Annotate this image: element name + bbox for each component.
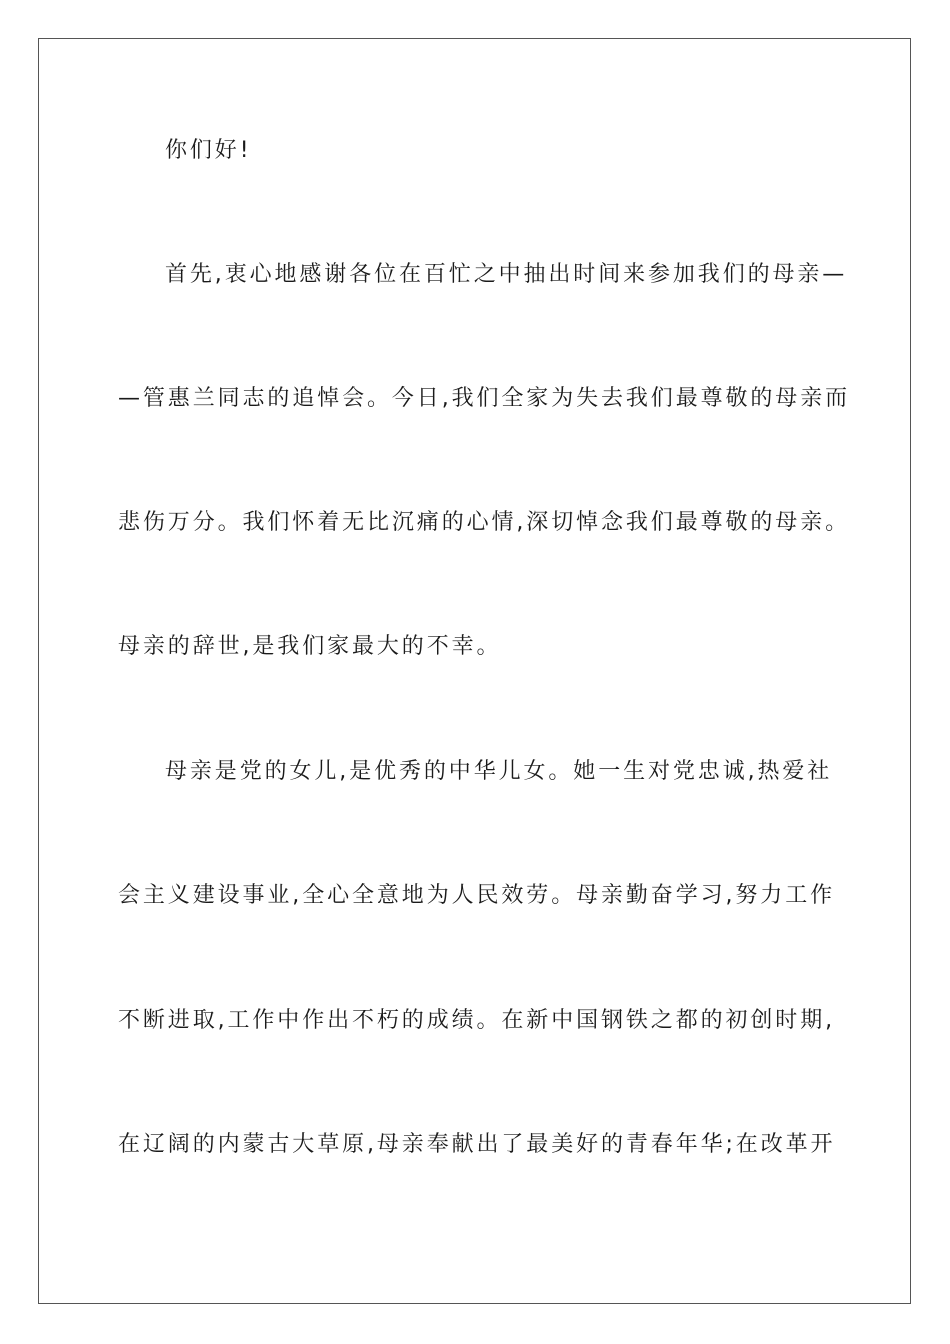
page-frame xyxy=(38,38,911,1304)
body-line: 首先,衷心地感谢各位在百忙之中抽出时间来参加我们的母亲— xyxy=(165,262,848,287)
body-line: 在辽阔的内蒙古大草原,母亲奉献出了最美好的青春年华;在改革开 xyxy=(118,1132,836,1157)
body-line: 不断进取,工作中作出不朽的成绩。在新中国钢铁之都的初创时期, xyxy=(118,1008,835,1033)
body-line: 会主义建设事业,全心全意地为人民效劳。母亲勤奋学习,努力工作 xyxy=(118,883,835,908)
body-line: 悲伤万分。我们怀着无比沉痛的心情,深切悼念我们最尊敬的母亲。 xyxy=(118,510,850,535)
greeting-line: 你们好! xyxy=(165,138,252,163)
body-line: 母亲是党的女儿,是优秀的中华儿女。她一生对党忠诚,热爱社 xyxy=(165,759,833,784)
body-line: —管惠兰同志的追悼会。今日,我们全家为失去我们最尊敬的母亲而 xyxy=(118,386,850,411)
body-line: 母亲的辞世,是我们家最大的不幸。 xyxy=(118,634,502,659)
